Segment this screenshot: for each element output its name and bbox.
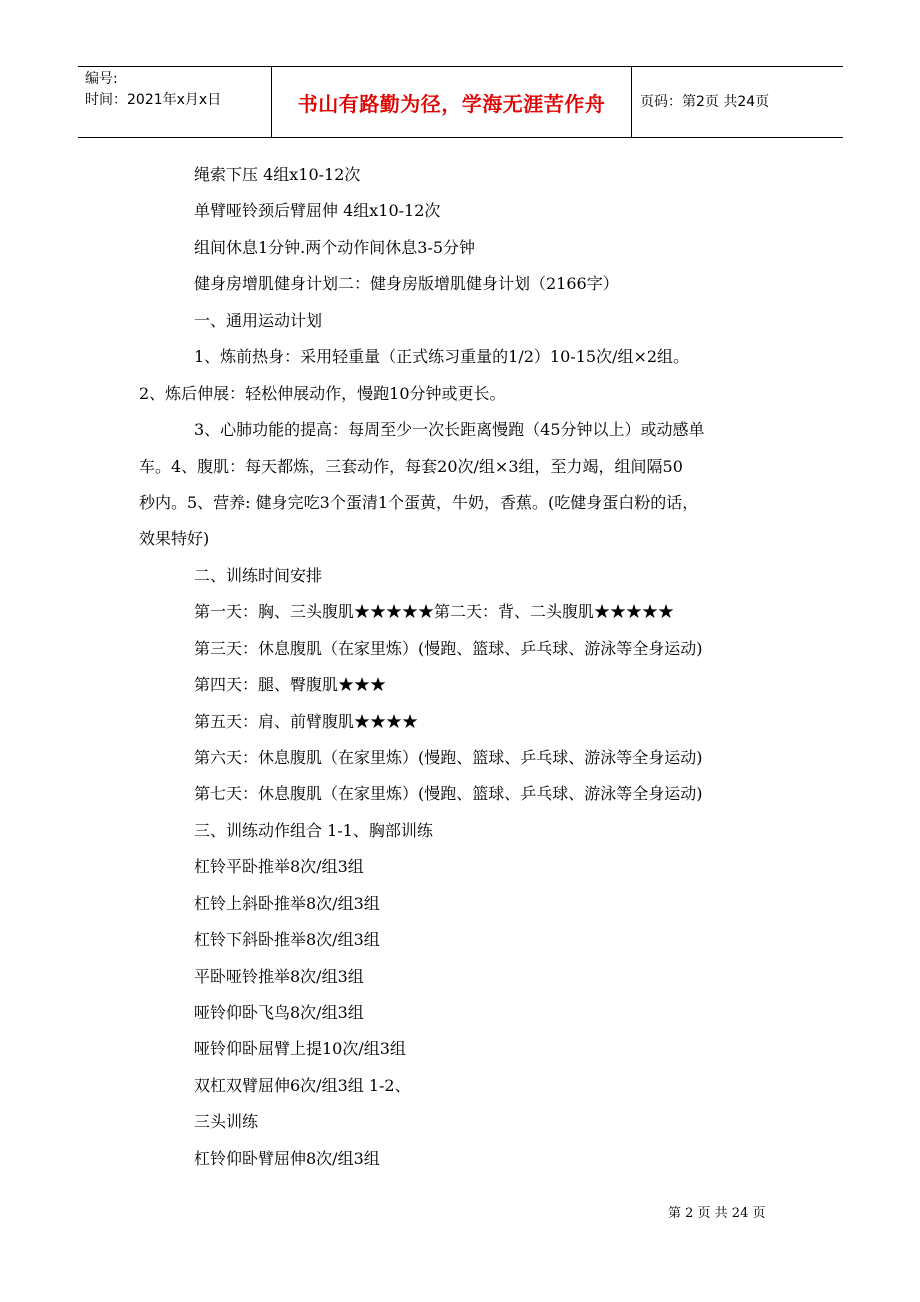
body-line: 1、炼前热身：采用轻重量（正式练习重量的1/2）10-15次/组×2组。 [194,347,690,366]
exercise-line: 杠铃下斜卧推举8次/组3组 [194,930,380,949]
body-line: 车。4、腹肌：每天都炼，三套动作，每套20次/组×3组，至力竭，组间隔50 [139,457,683,476]
time-label: 时间：2021年x月x日 [85,92,222,108]
exercise-line: 哑铃仰卧屈臂上提10次/组3组 [194,1039,406,1058]
schedule-line: 第一天：胸、三头腹肌★★★★★第二天：背、二头腹肌★★★★★ [194,602,675,621]
schedule-line: 第七天：休息腹肌（在家里炼）(慢跑、篮球、乒乓球、游泳等全身运动) [194,784,703,803]
motto-text: 书山有路勤为径，学海无涯苦作舟 [297,91,606,116]
body-line: 绳索下压 4组x10-12次 [194,165,361,184]
body-line: 2、炼后伸展：轻松伸展动作，慢跑10分钟或更长。 [139,384,506,403]
exercise-line: 双杠双臂屈伸6次/组3组 1-2、 [194,1076,411,1095]
exercise-line: 哑铃仰卧飞鸟8次/组3组 [194,1003,364,1022]
number-label: 编号: [85,71,118,87]
section-heading: 一、通用运动计划 [194,311,323,330]
exercise-line: 杠铃平卧推举8次/组3组 [194,857,364,876]
schedule-line: 第五天：肩、前臂腹肌★★★★ [194,712,419,731]
exercise-line: 杠铃上斜卧推举8次/组3组 [194,894,380,913]
section-heading: 三头训练 [194,1112,259,1131]
page-info: 页码：第2页 共24页 [640,94,770,110]
header-motto-cell [272,67,632,137]
exercise-line: 杠铃仰卧臂屈伸8次/组3组 [194,1149,380,1168]
schedule-line: 第六天：休息腹肌（在家里炼）(慢跑、篮球、乒乓球、游泳等全身运动) [194,748,703,767]
body-line: 组间休息1分钟.两个动作间休息3-5分钟 [194,238,476,257]
section-heading: 二、训练时间安排 [194,566,323,585]
exercise-line: 平卧哑铃推举8次/组3组 [194,967,364,986]
schedule-line: 第四天：腿、臀腹肌★★★ [194,675,387,694]
body-line: 健身房增肌健身计划二：健身房版增肌健身计划（2166字） [194,274,619,293]
body-line: 效果特好) [139,529,210,548]
body-line: 单臂哑铃颈后臂屈伸 4组x10-12次 [194,201,441,220]
page-footer: 第 2 页 共 24 页 [668,1206,766,1221]
schedule-line: 第三天：休息腹肌（在家里炼）(慢跑、篮球、乒乓球、游泳等全身运动) [194,639,703,658]
body-line: 秒内。5、营养: 健身完吃3个蛋清1个蛋黄，牛奶，香蕉。(吃健身蛋白粉的话， [139,493,699,512]
section-heading: 三、训练动作组合 1-1、胸部训练 [194,821,433,840]
header-page-cell [632,67,843,137]
header-info-cell [78,67,272,137]
body-line: 3、心肺功能的提高：每周至少一次长距离慢跑（45分钟以上）或动感单 [194,420,705,439]
page-header [78,66,843,138]
